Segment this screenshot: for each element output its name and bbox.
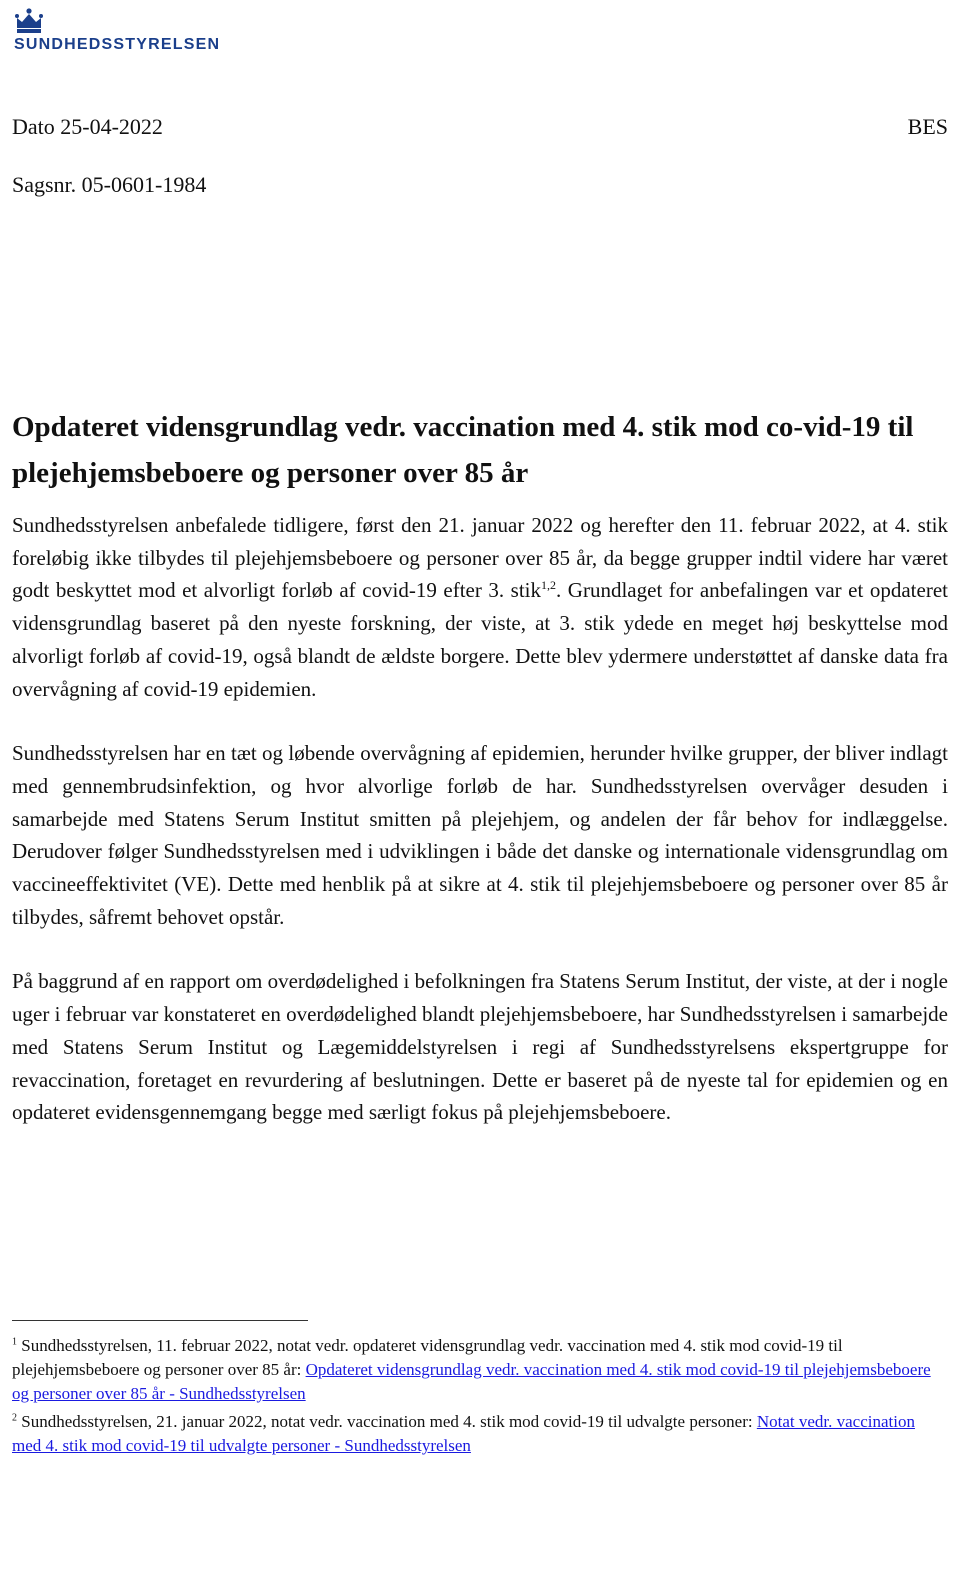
logo — [14, 8, 220, 54]
footnote-ref[interactable]: 1,2 — [541, 578, 557, 593]
paragraph-1-text: Sundhedsstyrelsen anbefalede tidligere, først den 21. januar 2022 og herefter den 11. februar 2022, at 4. stik foreløbig ikke tilbydes til plejehjemsbeboere og personer over 85 år, da begge grupper indtil videre har været godt beskyttet mod et alvorligt forløb af covid-19 efter 3. stik — [12, 513, 948, 603]
logo-text: SUNDHEDSSTYRELSEN — [14, 36, 221, 53]
paragraph-3: På baggrund af en rapport om overdødelighed i befolkningen fra Statens Serum Institut, der viste, at der i nogle uger i februar var konstateret en overdødelighed blandt plejehjemsbeboere, har Sundhedsstyrelsen i samarbejde med Statens Serum Institut og Lægemiddelstyrelsen i regi af Sundhedsstyrelsens ekspertgruppe for revaccination, foretaget en revurdering af beslutningen. Dette er baseret på de nyeste tal for epidemien og en opdateret evidensgennemgang begge med særligt fokus på plejehjemsbeboere. — [12, 969, 948, 1125]
footnote-divider — [12, 1320, 308, 1321]
footnote-number: 2 — [12, 1412, 17, 1424]
document-title: Opdateret vidensgrundlag vedr. vaccination med 4. stik mod co-vid-19 til plejehjemsbeboere og personer over 85 år — [12, 411, 914, 489]
footnote-1 — [12, 1334, 932, 1406]
body-text — [12, 509, 948, 1161]
footnote-number: 1 — [12, 1336, 17, 1348]
footnote-link-2[interactable]: Notat vedr. vaccination med 4. stik mod covid-19 til udvalgte personer - Sundhedsstyrelsen — [12, 1412, 915, 1455]
document-date: Dato 25-04-2022 — [12, 114, 163, 139]
paragraph-2: Sundhedsstyrelsen har en tæt og løbende overvågning af epidemien, herunder hvilke grupper, der bliver indlagt med gennembrudsinfektion, og hvor alvorlige forløb de har. Sundhedsstyrelsen overvåger desuden i samarbejde med Statens Serum Institut smitten på plejehjem, og andelen der får behov for indlæggelse. Derudover følger Sundhedsstyrelsen med i udviklingen i både det danske og internationale vidensgrundlag om vaccineeffektivitet (VE). Dette med henblik på at sikre at 4. stik til plejehjemsbeboere og personer over 85 år tilbydes, såfremt behovet opstår. — [12, 741, 948, 929]
crown-icon — [14, 8, 44, 34]
paragraph-1 — [12, 509, 948, 705]
footnote-link-1[interactable]: Opdateret vidensgrundlag vedr. vaccination med 4. stik mod covid-19 til plejehjemsbeboere og personer over 85 år - Sundhedsstyrelsen — [12, 1360, 931, 1403]
paragraph-1-text-cont: . Grundlaget for anbefalingen var et opdateret vidensgrundlag baseret på den nyeste forskning, der viste, at 3. stik ydede en meget høj beskyttelse mod alvorligt forløb af covid-19, også blandt de ældste borgere. Dette blev ydermere understøttet af danske data fra overvågning af covid-19 epidemien. — [12, 578, 948, 701]
footnotes — [12, 1334, 932, 1462]
author-initials: BES — [907, 114, 948, 139]
footnote-text: Sundhedsstyrelsen, 11. februar 2022, notat vedr. opdateret vidensgrundlag vedr. vaccination med 4. stik mod covid-19 til plejehjemsbeboere og personer over 85 år: — [12, 1336, 843, 1379]
case-number: Sagsnr. 05-0601-1984 — [12, 172, 207, 197]
footnote-2 — [12, 1410, 932, 1458]
footnote-text: Sundhedsstyrelsen, 21. januar 2022, notat vedr. vaccination med 4. stik mod covid-19 til udvalgte personer: — [17, 1412, 757, 1431]
